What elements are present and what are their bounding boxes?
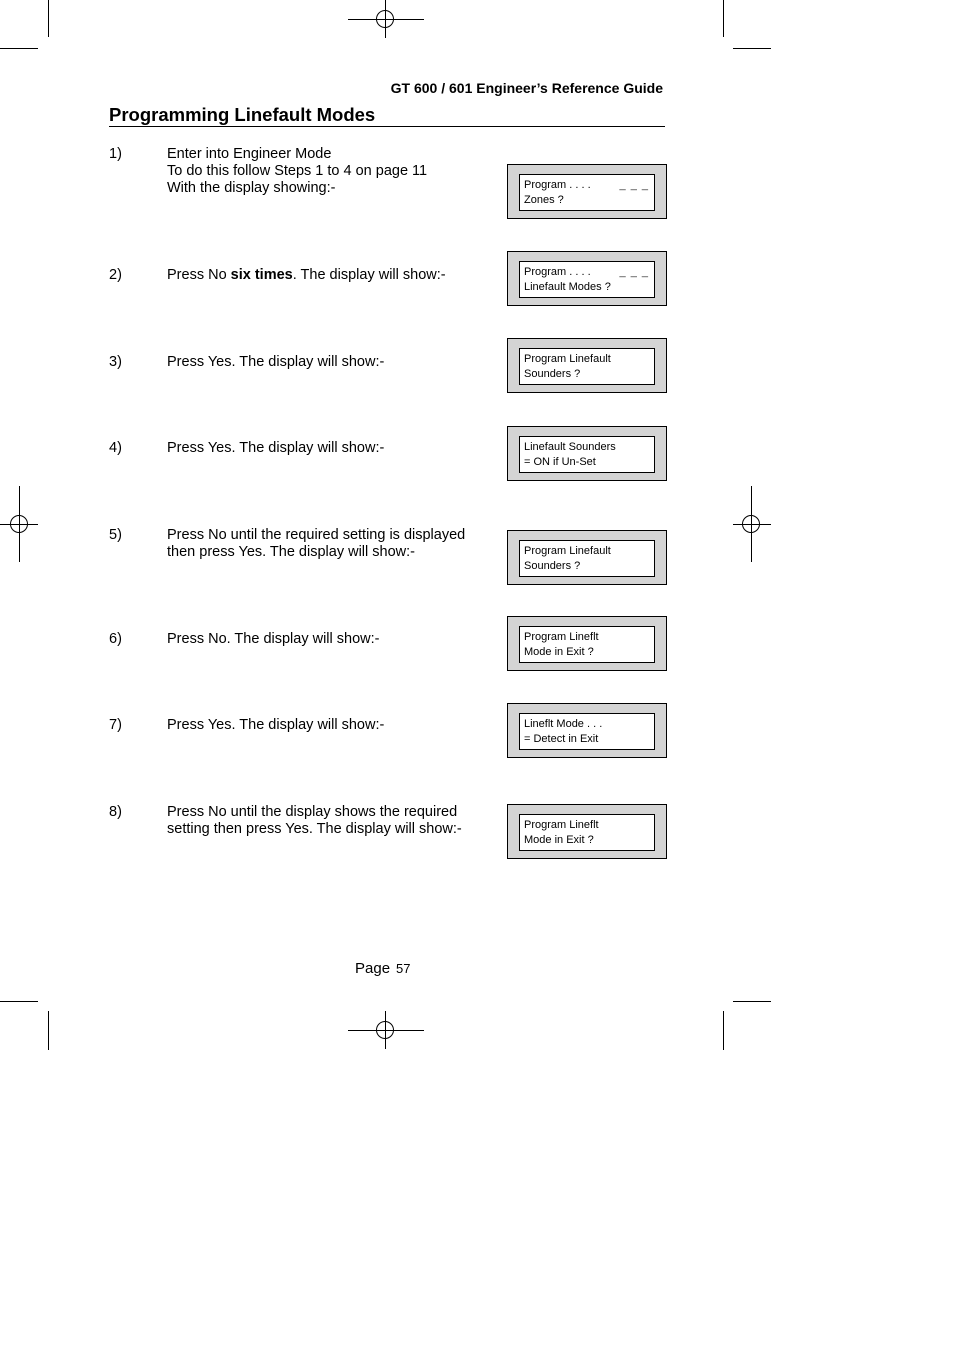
page-footer bbox=[355, 960, 411, 977]
step-instruction bbox=[167, 804, 487, 838]
display-line1: Program Linefault bbox=[524, 353, 611, 365]
instruction-line: setting then press Yes. The display will show:- bbox=[167, 821, 462, 837]
display-screen bbox=[519, 814, 655, 851]
display-line1: Program Lineflt bbox=[524, 819, 599, 831]
display-line1: Program . . . . bbox=[524, 266, 591, 278]
keypad-display bbox=[507, 616, 667, 671]
display-line1: Lineflt Mode . . . bbox=[524, 718, 603, 730]
step-instruction bbox=[167, 146, 487, 197]
keypad-display bbox=[507, 804, 667, 859]
page-number: 57 bbox=[396, 961, 411, 976]
step-number: 7) bbox=[109, 717, 122, 733]
display-screen bbox=[519, 261, 655, 298]
instruction-line: then press Yes. The display will show:- bbox=[167, 544, 415, 560]
instruction-line: Press Yes. The display will show:- bbox=[167, 717, 385, 733]
step-instruction bbox=[167, 717, 487, 734]
step-number: 6) bbox=[109, 631, 122, 647]
display-line1: Program Lineflt bbox=[524, 631, 599, 643]
keypad-display bbox=[507, 338, 667, 393]
display-line2: = Detect in Exit bbox=[524, 733, 599, 745]
display-screen bbox=[519, 713, 655, 750]
keypad-display bbox=[507, 164, 667, 219]
step-number: 3) bbox=[109, 354, 122, 370]
page-label: Page bbox=[355, 960, 391, 977]
keypad-display bbox=[507, 251, 667, 306]
instruction-bold: six times bbox=[230, 267, 293, 283]
step-instruction bbox=[167, 440, 487, 457]
display-line2: Zones ? bbox=[524, 194, 564, 206]
document-header: GT 600 / 601 Engineer’s Reference Guide bbox=[390, 80, 663, 96]
display-line1: Program Linefault bbox=[524, 545, 611, 557]
display-line2: = ON if Un-Set bbox=[524, 456, 596, 468]
instruction-line: With the display showing:- bbox=[167, 180, 336, 196]
keypad-display bbox=[507, 530, 667, 585]
keypad-display bbox=[507, 426, 667, 481]
instruction-line: Enter into Engineer Mode bbox=[167, 146, 332, 162]
instruction-line: Press No. The display will show:- bbox=[167, 631, 380, 647]
instruction-line bbox=[167, 267, 487, 284]
step-instruction bbox=[167, 267, 487, 284]
display-line2: Mode in Exit ? bbox=[524, 646, 594, 658]
display-line2: Mode in Exit ? bbox=[524, 834, 594, 846]
instruction-pre: Press No bbox=[167, 267, 231, 283]
display-line2: Linefault Modes ? bbox=[524, 281, 611, 293]
instruction-line: To do this follow Steps 1 to 4 on page 11 bbox=[167, 163, 428, 179]
step-instruction bbox=[167, 527, 487, 561]
instruction-line: Press Yes. The display will show:- bbox=[167, 440, 385, 456]
display-screen bbox=[519, 540, 655, 577]
step-number: 8) bbox=[109, 804, 122, 820]
page-title: Programming Linefault Modes bbox=[109, 104, 665, 127]
keypad-display bbox=[507, 703, 667, 758]
display-indicator: _ _ _ bbox=[619, 179, 649, 191]
instruction-line: Press Yes. The display will show:- bbox=[167, 354, 385, 370]
step-number: 5) bbox=[109, 527, 122, 543]
display-line2: Sounders ? bbox=[524, 560, 581, 572]
display-line1: Program . . . . bbox=[524, 179, 591, 191]
display-line1: Linefault Sounders bbox=[524, 441, 616, 453]
step-instruction bbox=[167, 631, 487, 648]
display-screen bbox=[519, 174, 655, 211]
display-line2: Sounders ? bbox=[524, 368, 581, 380]
instruction-line: Press No until the required setting is displayed bbox=[167, 527, 466, 543]
display-indicator: _ _ _ bbox=[619, 266, 649, 278]
instruction-line: Press No until the display shows the required bbox=[167, 804, 458, 820]
instruction-post: . The display will show:- bbox=[292, 267, 446, 283]
display-screen bbox=[519, 436, 655, 473]
display-screen bbox=[519, 348, 655, 385]
step-number: 4) bbox=[109, 440, 122, 456]
step-number: 1) bbox=[109, 146, 122, 162]
display-screen bbox=[519, 626, 655, 663]
step-number: 2) bbox=[109, 267, 122, 283]
step-instruction bbox=[167, 354, 487, 371]
